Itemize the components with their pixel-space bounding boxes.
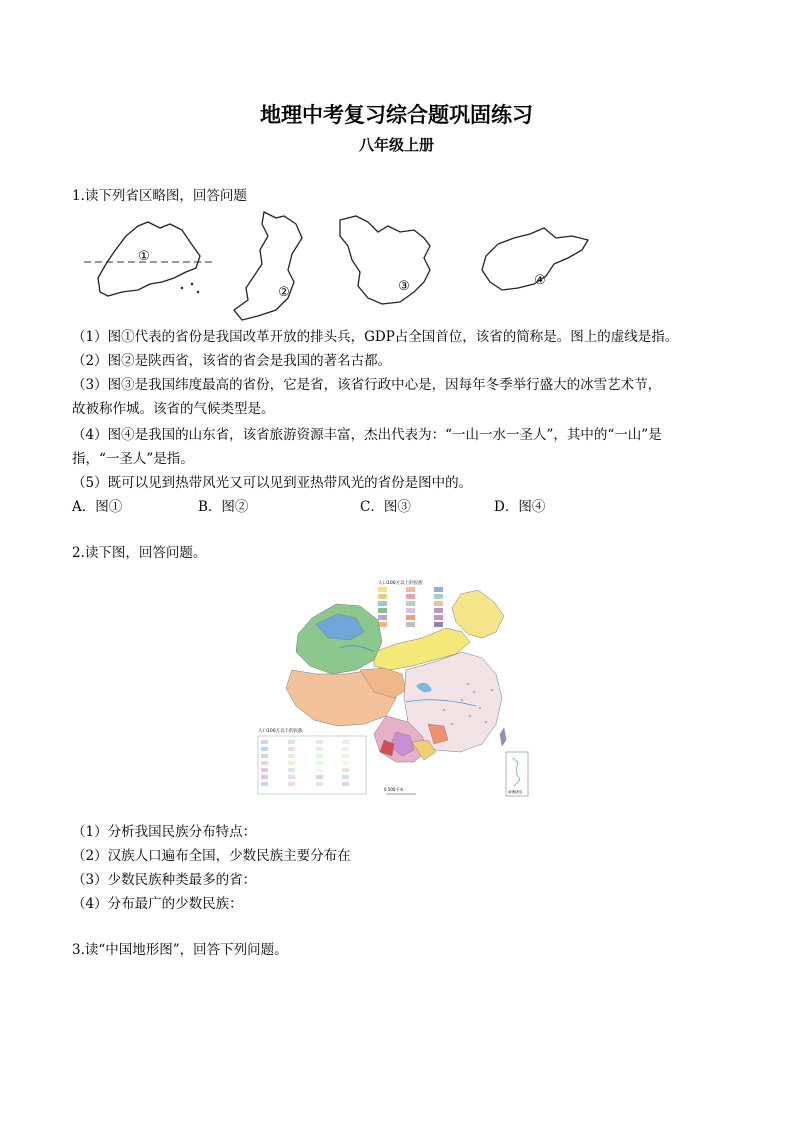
legend-bottom [258,727,366,794]
inset-label: 南海诸岛 [508,790,523,794]
figure-label-1: ① [138,249,150,264]
map-scale [384,786,416,794]
province-figure-1 [84,222,214,296]
q1-sub-3: （3）图③是我国纬度最高的省份，它是省，该省行政中心是，因每年冬季举行盛大的冰雪艺术节， [72,377,662,393]
ethnic-distribution-map [256,574,532,800]
question-2-heading: 2.读下图，回答问题。 [72,545,207,561]
province-figure-4 [482,228,588,290]
page-title: 地理中考复习综合题巩固练习 [260,103,533,127]
q2-sub-2: （2）汉族人口遍布全国，少数民族主要分布在 [72,848,351,864]
option-a[interactable]: A．图① [72,499,123,515]
q1-sub-2: （2）图②是陕西省，该省的省会是我国的著名古都。 [72,353,392,369]
legend-top [378,579,443,627]
figure-label-3: ③ [398,279,410,294]
q1-sub-5: （5）既可以见到热带风光又可以见到亚热带风光的省份是图中的。 [72,475,473,491]
q1-sub-4: （4）图④是我国的山东省，该省旅游资源丰富，杰出代表为：“一山一水一圣人”，其中的“一山”是 [72,427,662,443]
legend-bottom-title: 人口100万以下的民族 [258,729,303,734]
q1-sub-3-cont: 故被称作城。该省的气候类型是。 [72,401,275,417]
figure-label-4: ④ [534,273,546,288]
q2-sub-3: （3）少数民族种类最多的省： [72,872,257,888]
question-1-heading: 1.读下列省区略图，回答问题 [72,188,247,204]
province-outline-figures [78,206,618,324]
option-b[interactable]: B．图② [198,499,249,515]
q1-sub-4-cont: 指，“一圣人”是指。 [72,451,194,467]
q2-sub-4: （4）分布最广的少数民族： [72,896,243,912]
map-scale-label: 0 500千米 [384,787,404,792]
page-subtitle: 八年级上册 [358,136,434,154]
province-figure-2 [234,212,302,320]
south-china-sea-inset [506,752,528,796]
option-d[interactable]: D．图④ [494,499,546,515]
q1-sub-1: （1）图①代表的省份是我国改革开放的排头兵，GDP占全国首位，该省的简称是。图上的虚线是指。 [72,329,679,345]
province-figure-3 [340,216,430,304]
question-3-heading: 3.读“中国地形图”，回答下列问题。 [72,942,288,958]
figure-label-2: ② [278,285,290,300]
q2-sub-1: （1）分析我国民族分布特点： [72,824,257,840]
legend-top-title: 人口100万以上的民族 [378,581,423,586]
option-c[interactable]: C．图③ [360,499,411,515]
